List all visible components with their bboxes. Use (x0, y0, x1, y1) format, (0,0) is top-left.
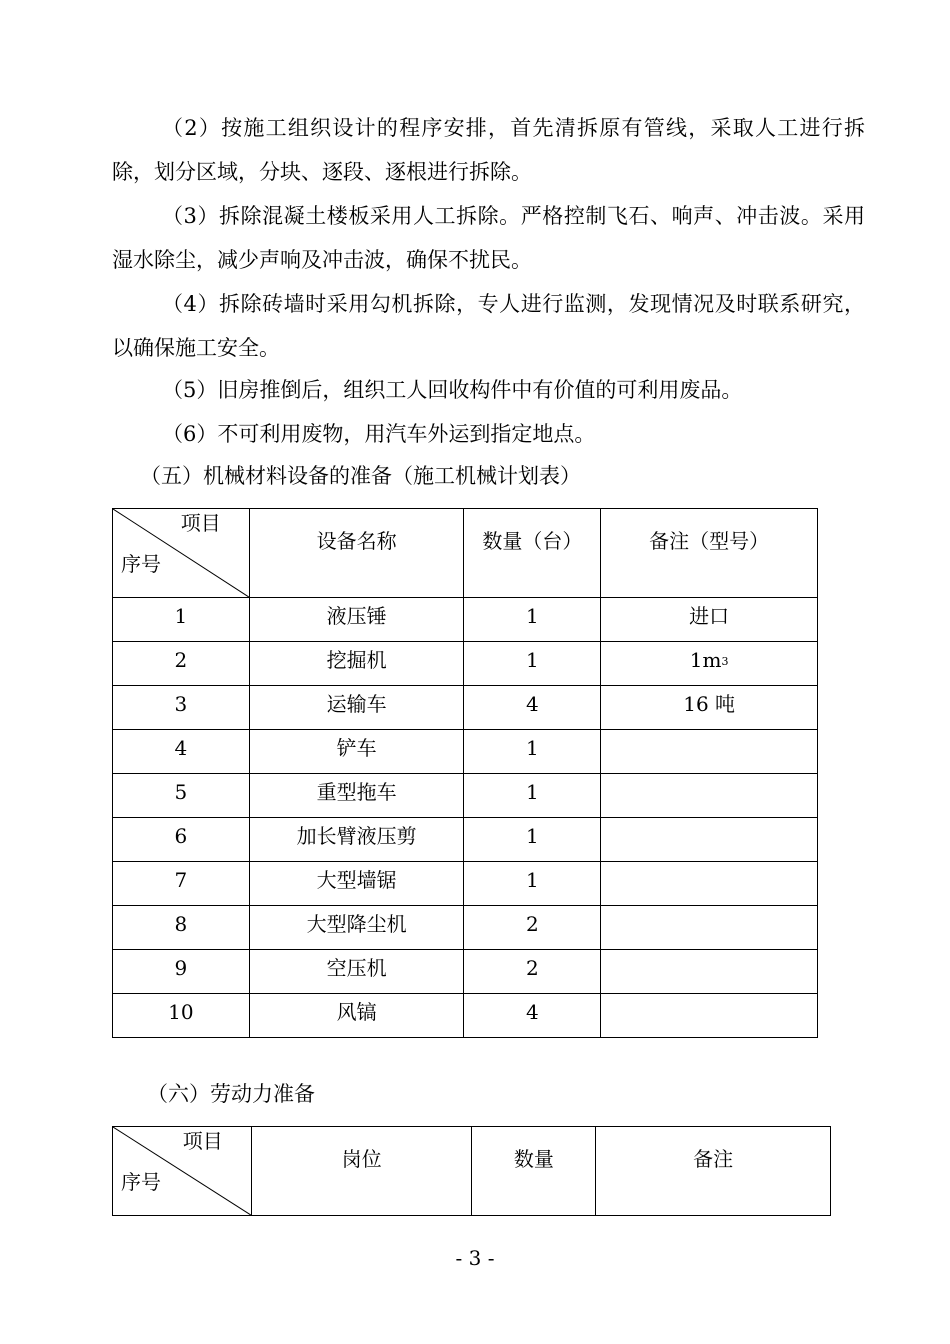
cell-seq-text: 2 (174, 648, 188, 672)
cell-seq-text: 5 (174, 780, 188, 804)
header-quantity (464, 509, 601, 598)
table-row (113, 598, 818, 642)
cell-equipment-name-text: 风镐 (336, 1000, 377, 1024)
cell-note-text (601, 862, 817, 866)
cell-seq-text: 9 (174, 956, 188, 980)
cell-seq-text: 8 (174, 912, 188, 936)
table-row (113, 818, 818, 862)
cell-equipment-name-text: 大型墙锯 (316, 868, 397, 892)
cell-equipment-name-text: 空压机 (326, 956, 387, 980)
cell-note (601, 686, 818, 730)
section-heading-labor: （六）劳动力准备 (147, 1082, 315, 1106)
paragraph-5: （5）旧房推倒后，组织工人回收构件中有价值的可利用废品。 (162, 378, 743, 402)
cell-quantity-text: 1 (526, 604, 539, 628)
cell-quantity-text: 1 (526, 736, 539, 760)
table-row (113, 862, 818, 906)
cell-equipment-name (249, 818, 464, 862)
cell-equipment-name (249, 862, 464, 906)
header-item-label: 项目 (180, 511, 221, 535)
cell-seq (113, 598, 250, 642)
header-equipment-name (249, 509, 464, 598)
page-number: - 3 - (455, 1246, 495, 1270)
cell-quantity (464, 950, 601, 994)
cell-quantity-text: 1 (526, 648, 539, 672)
cell-equipment-name (249, 774, 464, 818)
table-row (113, 906, 818, 950)
cell-equipment-name-text: 大型降尘机 (306, 912, 407, 936)
cell-equipment-name-text: 液压锤 (326, 604, 387, 628)
cell-seq (113, 994, 250, 1038)
cell-seq (113, 774, 250, 818)
cell-seq-text: 10 (168, 1000, 194, 1024)
labor-header-note-text: 备注 (693, 1147, 734, 1171)
cell-quantity-text: 1 (526, 780, 539, 804)
cell-seq (113, 862, 250, 906)
header-quantity-text: 数量（台） (482, 529, 583, 553)
paragraph-4: （4）拆除砖墙时采用勾机拆除，专人进行监测，发现情况及时联系研究，以确保施工安全。 (112, 292, 865, 360)
cell-note (601, 862, 818, 906)
cell-quantity (464, 994, 601, 1038)
cell-equipment-name-text: 挖掘机 (326, 648, 387, 672)
cell-seq (113, 686, 250, 730)
cell-quantity (464, 906, 601, 950)
cell-note (601, 774, 818, 818)
cell-equipment-name-text: 重型拖车 (316, 780, 397, 804)
table-row (113, 774, 818, 818)
cell-seq (113, 906, 250, 950)
cell-quantity-text: 2 (526, 956, 539, 980)
cell-note-text (601, 730, 817, 734)
labor-header-post-text: 岗位 (341, 1147, 382, 1171)
cell-seq-text: 1 (174, 604, 188, 628)
cell-quantity (464, 642, 601, 686)
cell-equipment-name (249, 950, 464, 994)
cell-note (601, 598, 818, 642)
labor-header-quantity (472, 1127, 596, 1216)
labor-header-note (596, 1127, 831, 1216)
cell-note (601, 950, 818, 994)
cell-seq (113, 730, 250, 774)
cell-note-text: 16 吨 (683, 692, 736, 716)
cell-quantity (464, 730, 601, 774)
header-note-text: 备注（型号） (649, 529, 770, 553)
header-note (601, 509, 818, 598)
cell-note-text: 进口 (689, 604, 730, 628)
cell-note-text (601, 906, 817, 910)
cell-equipment-name (249, 730, 464, 774)
cell-quantity-text: 4 (526, 1000, 539, 1024)
section-heading-machinery: （五）机械材料设备的准备（施工机械计划表） (140, 464, 581, 488)
cell-equipment-name-text: 加长臂液压剪 (296, 824, 417, 848)
cell-quantity-text: 1 (526, 824, 539, 848)
cell-note-text (601, 950, 817, 954)
cell-equipment-name (249, 906, 464, 950)
machinery-plan-table (112, 508, 818, 1038)
cell-quantity-text: 4 (526, 692, 539, 716)
cell-quantity (464, 862, 601, 906)
table-row (113, 950, 818, 994)
cell-seq-text: 7 (174, 868, 188, 892)
cell-equipment-name (249, 598, 464, 642)
labor-header-seq-label: 序号 (121, 1170, 161, 1194)
cell-note (601, 906, 818, 950)
cell-note-text (601, 994, 817, 998)
cell-seq-text: 4 (174, 736, 188, 760)
cell-equipment-name-text: 铲车 (336, 736, 377, 760)
cell-equipment-name-text: 运输车 (326, 692, 387, 716)
header-equipment-name-text: 设备名称 (316, 529, 397, 553)
cell-seq (113, 642, 250, 686)
cell-note (601, 730, 818, 774)
cell-quantity (464, 774, 601, 818)
labor-diagonal-header-cell (113, 1127, 252, 1216)
cell-note-text (601, 818, 817, 822)
cell-note (601, 818, 818, 862)
labor-table (112, 1126, 831, 1216)
labor-header-item-label: 项目 (182, 1129, 223, 1153)
cell-quantity (464, 598, 601, 642)
machinery-rows (113, 598, 818, 1038)
cell-note-superscript: 3 (721, 655, 729, 668)
table-header-row (113, 509, 818, 598)
labor-header-quantity-text: 数量 (513, 1147, 554, 1171)
cell-quantity (464, 686, 601, 730)
paragraph-3: （3）拆除混凝土楼板采用人工拆除。严格控制飞石、响声、冲击波。采用湿水除尘，减少声响及冲击波，确保不扰民。 (112, 204, 865, 272)
paragraph-2: （2）按施工组织设计的程序安排，首先清拆原有管线，采取人工进行拆除，划分区域，分块、逐段、逐根进行拆除。 (112, 116, 865, 184)
header-seq-label: 序号 (121, 552, 161, 576)
cell-quantity (464, 818, 601, 862)
cell-note-text: 1m (689, 648, 722, 672)
table-row (113, 994, 818, 1038)
cell-seq (113, 818, 250, 862)
cell-equipment-name (249, 642, 464, 686)
cell-equipment-name (249, 686, 464, 730)
cell-seq (113, 950, 250, 994)
paragraph-6: （6）不可利用废物，用汽车外运到指定地点。 (162, 422, 596, 446)
cell-seq-text: 3 (174, 692, 188, 716)
table-row (113, 686, 818, 730)
cell-seq-text: 6 (174, 824, 188, 848)
diagonal-header-cell (113, 509, 250, 598)
cell-equipment-name (249, 994, 464, 1038)
table-row (113, 642, 818, 686)
labor-header-post (251, 1127, 472, 1216)
cell-note (601, 994, 818, 1038)
cell-note-text (601, 774, 817, 778)
labor-header-row (113, 1127, 831, 1216)
cell-note (601, 642, 818, 686)
table-row (113, 730, 818, 774)
cell-quantity-text: 2 (526, 912, 539, 936)
cell-quantity-text: 1 (526, 868, 539, 892)
